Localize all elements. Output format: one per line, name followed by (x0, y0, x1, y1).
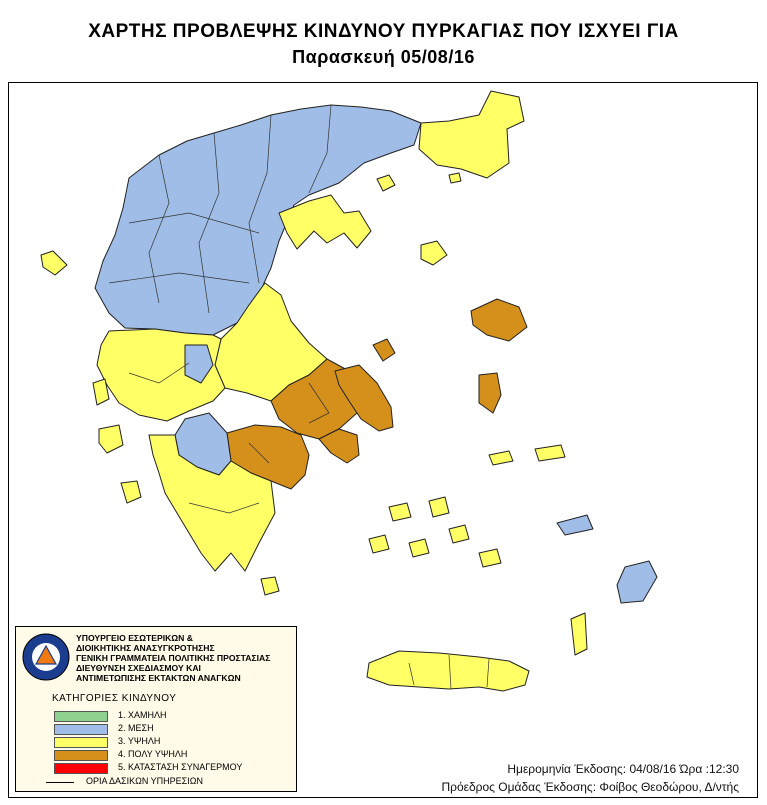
region-karpathos (571, 613, 587, 655)
legend-panel (15, 626, 297, 792)
civil-protection-logo-icon (22, 633, 70, 681)
region-cyclades-a (389, 503, 411, 521)
agency-line-2: ΔΙΟΙΚΗΤΙΚΗΣ ΑΝΑΣΥΓΚΡΟΤΗΣΗΣ (76, 643, 215, 653)
legend-swatch-medium (54, 724, 108, 735)
region-dodecanese-north (557, 515, 593, 535)
legend-label-very-high: 4. ΠΟΛΥ ΥΨΗΛΗ (118, 749, 188, 759)
region-lesvos (471, 299, 527, 341)
agency-line-3: ΓΕΝΙΚΗ ΓΡΑΜΜΑΤΕΙΑ ΠΟΛΙΤΙΚΗΣ ΠΡΟΣΤΑΣΙΑΣ (76, 653, 271, 663)
region-thassos (377, 175, 395, 191)
issue-date: Ημερομηνία Έκδοσης: 04/08/16 Ώρα :12:30 (507, 762, 739, 776)
legend-swatch-low (54, 711, 108, 722)
region-limnos (421, 241, 447, 265)
boundary-line-icon (46, 782, 74, 783)
forecast-date: Παρασκευή 05/08/16 (292, 47, 475, 67)
region-kythira (261, 577, 279, 595)
region-chios (479, 373, 501, 413)
legend-label-low: 1. ΧΑΜΗΛΗ (118, 710, 167, 720)
agency-line-5: ΑΝΤΙΜΕΤΩΠΙΣΗΣ ΕΚΤΑΚΤΩΝ ΑΝΑΓΚΩΝ (76, 673, 241, 683)
legend-label-alert: 5. ΚΑΤΑΣΤΑΣΗ ΣΥΝΑΓΕΡΜΟΥ (118, 762, 243, 772)
legend-swatch-alert (54, 763, 108, 774)
region-skyros (373, 339, 395, 361)
region-cyclades-d (409, 539, 429, 557)
region-ikaria (489, 451, 513, 465)
region-crete (367, 651, 529, 691)
legend-label-high: 3. ΥΨΗΛΗ (118, 736, 161, 746)
region-samos (535, 445, 565, 461)
legend-swatch-very-high (54, 750, 108, 761)
legend-label-medium: 2. ΜΕΣΗ (118, 723, 154, 733)
region-kefalonia (99, 425, 123, 453)
legend-swatch-high (54, 737, 108, 748)
legend-heading: ΚΑΤΗΓΟΡΙΕΣ ΚΙΝΔΥΝΟΥ (52, 693, 177, 704)
issue-president: Πρόεδρος Ομάδας Έκδοσης: Φοίβος Θεοδώρου, Δ/ντής (441, 780, 739, 794)
region-cyclades-f (369, 535, 389, 553)
region-cyclades-c (449, 525, 469, 543)
region-zakynthos (121, 481, 141, 503)
region-corfu (41, 251, 67, 275)
region-rhodes (617, 561, 657, 603)
region-cyclades-b (429, 497, 449, 517)
region-cyclades-e (479, 549, 501, 567)
region-thrace (419, 91, 524, 178)
legend-label-boundaries: ΟΡΙΑ ΔΑΣΙΚΩΝ ΥΠΗΡΕΣΙΩΝ (86, 776, 203, 786)
agency-line-4: ΔΙΕΥΘΥΝΣΗ ΣΧΕΔΙΑΣΜΟΥ ΚΑΙ (76, 663, 201, 673)
map-title: ΧΑΡΤΗΣ ΠΡΟΒΛΕΨΗΣ ΚΙΝΔΥΝΟΥ ΠΥΡΚΑΓΙΑΣ ΠΟΥ ΙΣΧΥΕΙ ΓΙΑ (88, 21, 679, 42)
map-frame (8, 82, 758, 798)
agency-line-1: ΥΠΟΥΡΓΕΙΟ ΕΣΩΤΕΡΙΚΩΝ & (76, 633, 193, 643)
region-samothraki (449, 173, 461, 183)
